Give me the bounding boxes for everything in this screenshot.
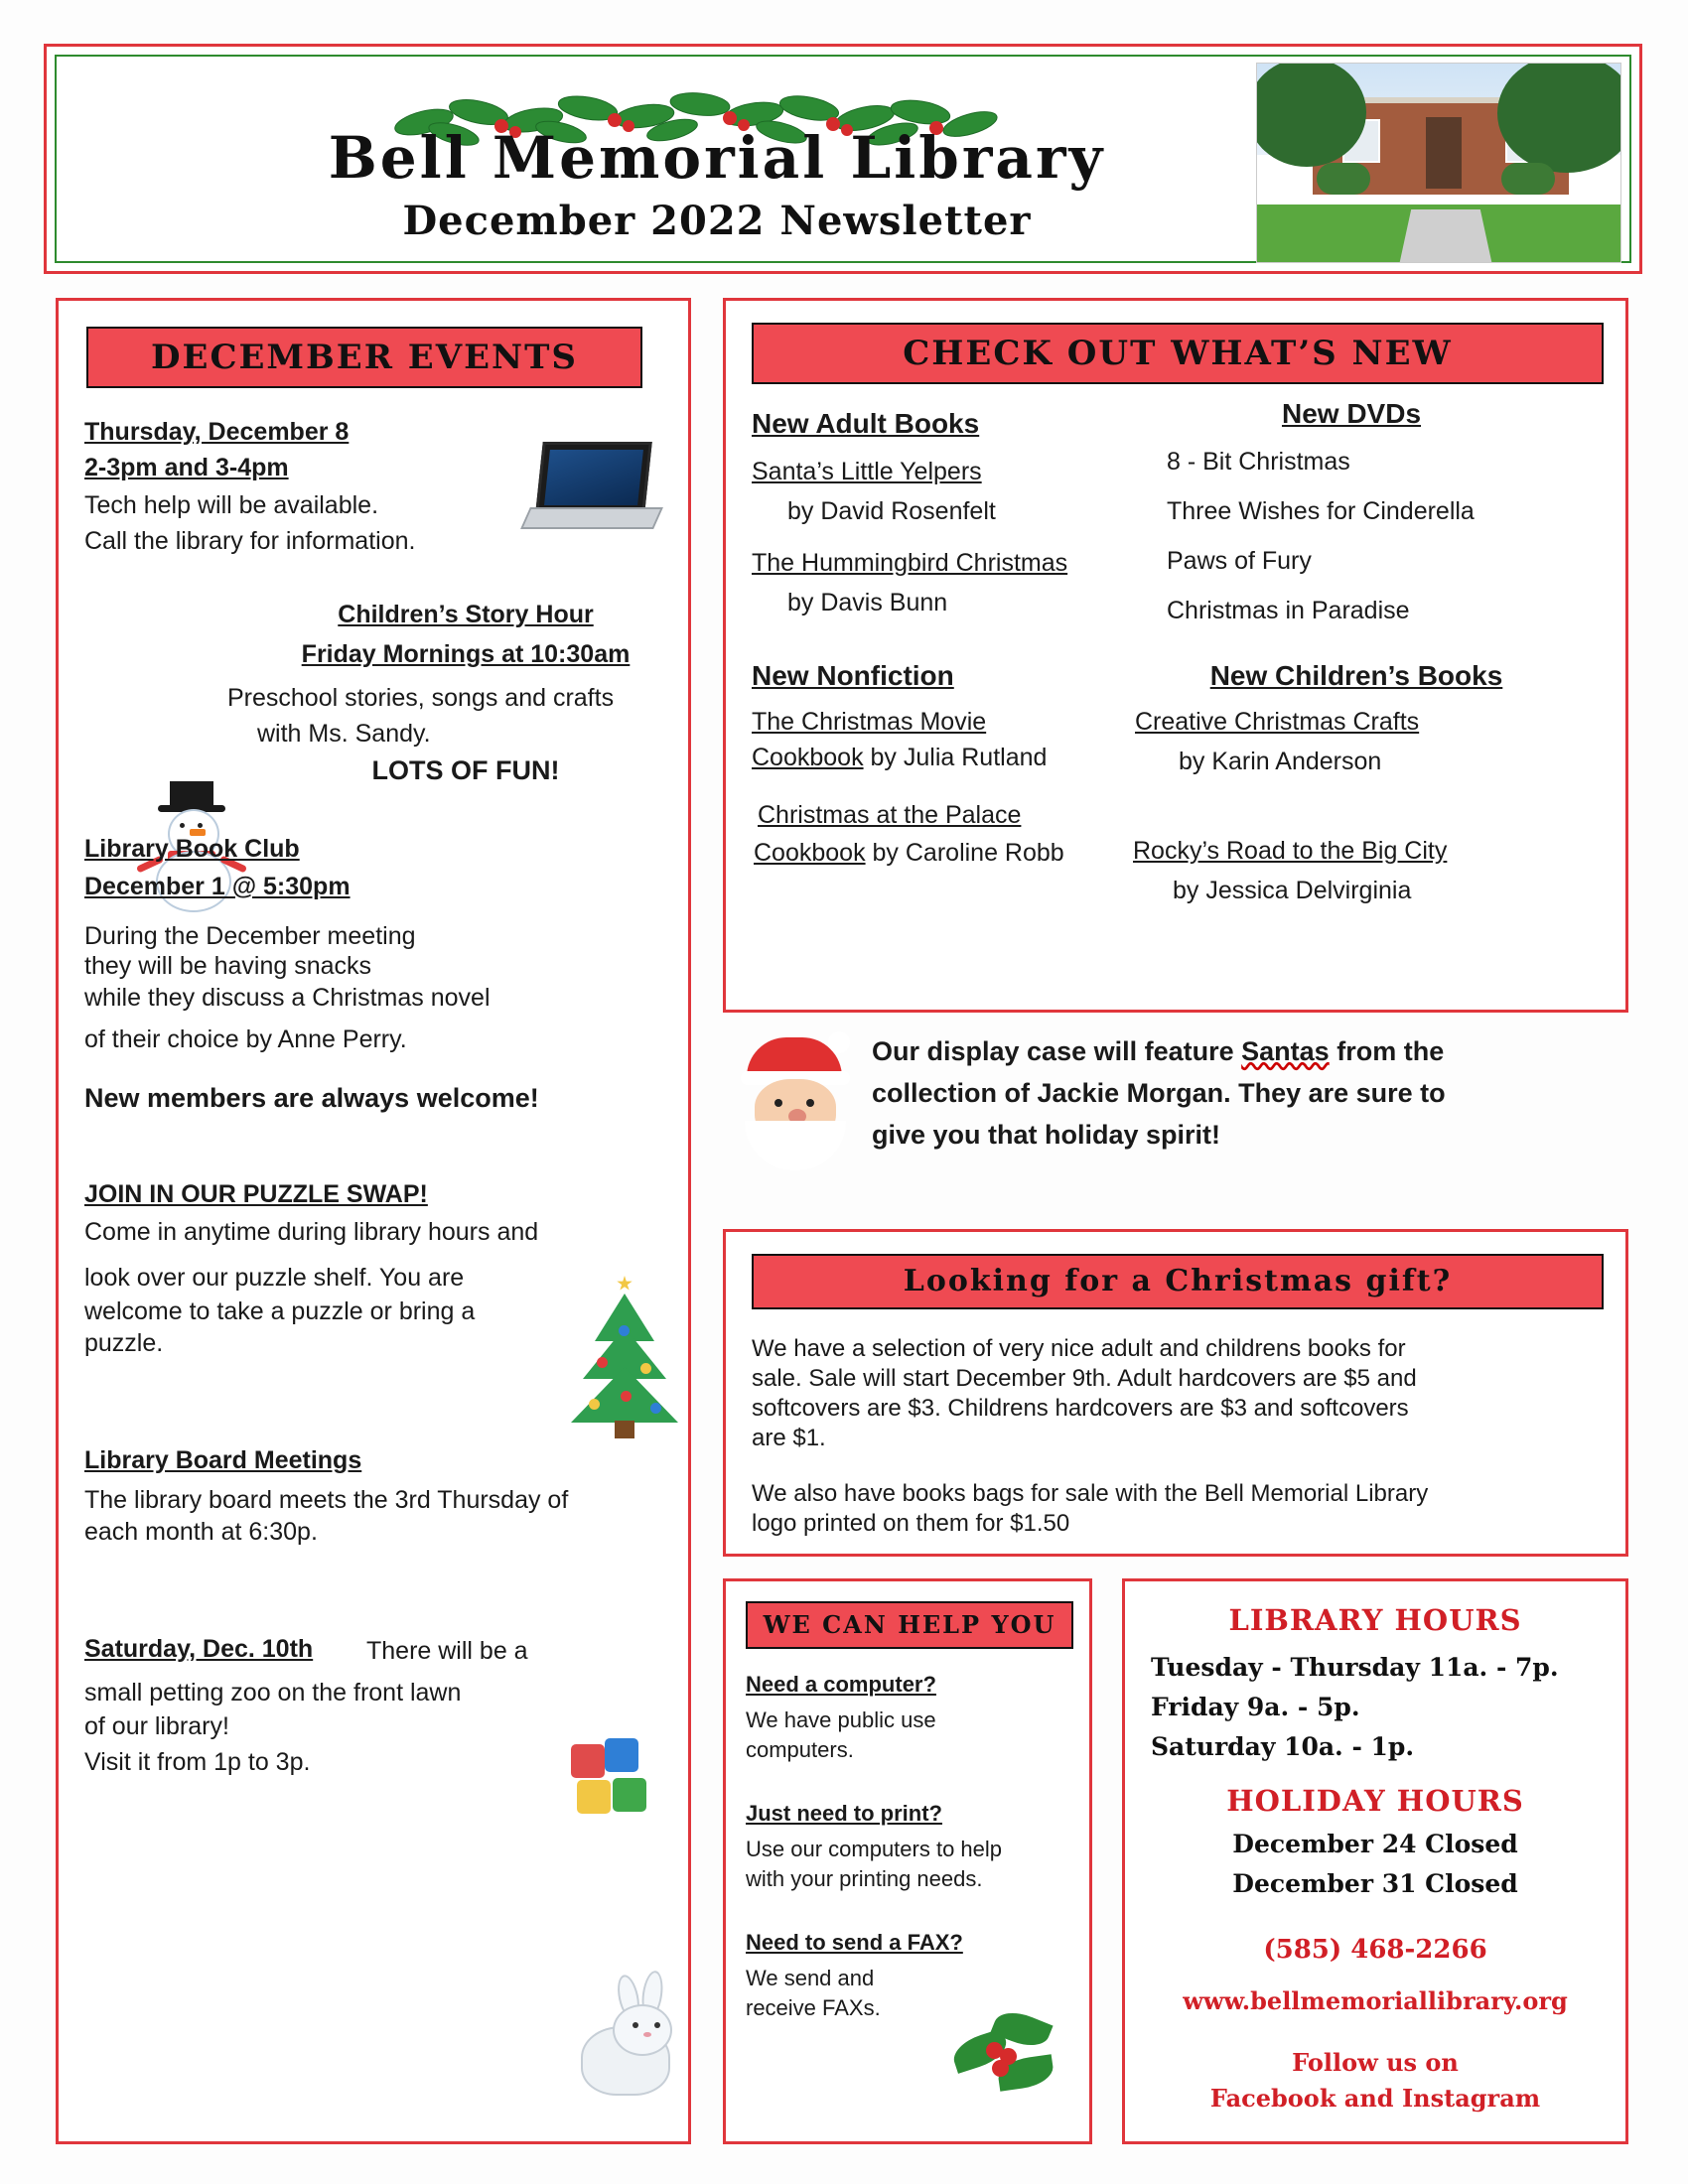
gift-p2-line2: logo printed on them for $1.50 <box>752 1510 1070 1537</box>
dvd-3: Paws of Fury <box>1167 547 1312 575</box>
book-club-body3: while they discuss a Christmas novel <box>84 984 491 1012</box>
petting-zoo-body3: of our library! <box>84 1712 229 1740</box>
display-case-block <box>723 1027 1628 1196</box>
whats-new-panel <box>723 298 1628 1013</box>
puzzle-swap-title: JOIN IN OUR PUZZLE SWAP! <box>84 1180 428 1208</box>
puzzle-swap-body1: Come in anytime during library hours and <box>84 1218 539 1246</box>
book-club-body4: of their choice by Anne Perry. <box>84 1025 407 1053</box>
nonfiction-1-title-line2: Cookbook <box>752 744 864 771</box>
board-meetings-title: Library Board Meetings <box>84 1446 362 1474</box>
help-q3: Need to send a FAX? <box>746 1930 963 1955</box>
display-case-text <box>872 1031 1607 1157</box>
display-case-line1: Our display case will feature Santas from the <box>872 1036 1445 1066</box>
holly-sprig-icon <box>952 2002 1071 2112</box>
christmas-gift-heading: Looking for a Christmas gift? <box>752 1254 1604 1309</box>
help-a2-line2: with your printing needs. <box>746 1866 983 1891</box>
follow-us-line2: Facebook and Instagram <box>1209 2084 1541 2113</box>
gift-p1-line2: sale. Sale will start December 9th. Adult hardcovers are $5 and <box>752 1365 1417 1392</box>
gift-p1-line4: are $1. <box>752 1425 826 1451</box>
adult-book-2-title: The Hummingbird Christmas <box>752 549 1068 577</box>
puzzle-swap-body3: welcome to take a puzzle or bring a <box>84 1297 476 1325</box>
petting-zoo-body1: There will be a <box>366 1637 528 1665</box>
tech-help-body2: Call the library for information. <box>84 527 416 555</box>
christmas-tree-icon <box>565 1274 684 1442</box>
book-club-title: Library Book Club <box>84 835 300 863</box>
display-case-line3: give you that holiday spirit! <box>872 1119 1221 1150</box>
help-q1: Need a computer? <box>746 1672 936 1697</box>
page-title: Bell Memorial Library <box>328 124 1106 192</box>
we-can-help-you-heading: WE CAN HELP YOU <box>746 1601 1073 1649</box>
story-hour-body1: Preschool stories, songs and crafts <box>227 684 615 712</box>
book-club-date: December 1 @ 5:30pm <box>84 873 351 900</box>
bunny-icon <box>567 1979 686 2108</box>
puzzle-swap-body4: puzzle. <box>84 1329 164 1357</box>
puzzle-pieces-icon <box>571 1738 664 1824</box>
petting-zoo-body4: Visit it from 1p to 3p. <box>84 1748 311 1776</box>
holiday-line-1: December 24 Closed <box>1232 1830 1518 1858</box>
adult-book-1-title: Santa’s Little Yelpers <box>752 458 982 485</box>
hours-line-1: Tuesday - Thursday 11a. - 7p. <box>1151 1653 1559 1682</box>
help-a3-line2: receive FAXs. <box>746 1995 881 2020</box>
laptop-icon <box>525 442 654 541</box>
new-adult-books-heading: New Adult Books <box>752 408 980 439</box>
childrens-book-2-author: by Jessica Delvirginia <box>1173 877 1412 904</box>
holiday-line-2: December 31 Closed <box>1232 1869 1518 1898</box>
nonfiction-1-title-line1: The Christmas Movie <box>752 708 987 736</box>
tech-help-body1: Tech help will be available. <box>84 491 379 519</box>
petting-zoo-body2: small petting zoo on the front lawn <box>84 1679 462 1706</box>
book-club-welcome: New members are always welcome! <box>84 1083 539 1113</box>
puzzle-swap-body2: look over our puzzle shelf. You are <box>84 1264 465 1292</box>
holiday-hours-heading: HOLIDAY HOURS <box>1226 1784 1524 1818</box>
help-q2: Just need to print? <box>746 1801 942 1826</box>
header-box <box>44 44 1642 274</box>
dvd-4: Christmas in Paradise <box>1167 597 1410 624</box>
story-hour-time: Friday Mornings at 10:30am <box>301 640 631 668</box>
story-hour-body3: LOTS OF FUN! <box>371 755 560 785</box>
nonfiction-2-author: by Caroline Robb <box>872 839 1064 867</box>
display-case-santas-word: Santas <box>1241 1036 1330 1066</box>
dvd-2: Three Wishes for Cinderella <box>1167 497 1475 525</box>
help-a3-line1: We send and <box>746 1966 875 1990</box>
childrens-book-2-title: Rocky’s Road to the Big City <box>1133 837 1448 865</box>
gift-p1-line3: softcovers are $3. Childrens hardcovers are $3 and softcovers <box>752 1395 1409 1422</box>
phone-number[interactable]: (585) 468-2266 <box>1263 1935 1487 1965</box>
book-club-body1: During the December meeting <box>84 922 416 950</box>
library-building-photo <box>1256 63 1621 263</box>
adult-book-1-author: by David Rosenfelt <box>787 497 996 525</box>
december-events-panel <box>56 298 691 2144</box>
story-hour-body2: with Ms. Sandy. <box>257 720 431 748</box>
library-hours-panel <box>1122 1578 1628 2144</box>
hours-line-3: Saturday 10a. - 1p. <box>1151 1732 1415 1761</box>
new-childrens-books-heading: New Children’s Books <box>1209 660 1503 691</box>
december-events-heading: DECEMBER EVENTS <box>86 327 642 388</box>
help-a1-line2: computers. <box>746 1737 854 1762</box>
board-meetings-body2: each month at 6:30p. <box>84 1518 318 1546</box>
gift-p1-line1: We have a selection of very nice adult and childrens books for <box>752 1335 1406 1362</box>
help-a2-line1: Use our computers to help <box>746 1837 1003 1861</box>
page-subtitle: December 2022 Newsletter <box>402 198 1032 244</box>
help-a1-line1: We have public use <box>746 1707 936 1732</box>
hours-line-2: Friday 9a. - 5p. <box>1151 1693 1360 1721</box>
board-meetings-body1: The library board meets the 3rd Thursday of <box>84 1486 569 1514</box>
dvd-1: 8 - Bit Christmas <box>1167 448 1350 476</box>
tech-help-date: Thursday, December 8 <box>84 418 350 446</box>
whats-new-heading: CHECK OUT WHAT’S NEW <box>752 323 1604 384</box>
nonfiction-2-title-line1: Christmas at the Palace <box>758 801 1022 829</box>
we-can-help-you-panel <box>723 1578 1092 2144</box>
childrens-book-1-title: Creative Christmas Crafts <box>1135 708 1420 736</box>
library-hours-heading: LIBRARY HOURS <box>1228 1603 1522 1637</box>
christmas-gift-panel <box>723 1229 1628 1557</box>
website-link[interactable]: www.bellmemoriallibrary.org <box>1183 1986 1568 2015</box>
book-club-body2: they will be having snacks <box>84 952 372 980</box>
petting-zoo-date: Saturday, Dec. 10th <box>84 1635 314 1663</box>
display-case-line2: collection of Jackie Morgan. They are sure to <box>872 1077 1446 1108</box>
follow-us-line1: Follow us on <box>1292 2048 1459 2077</box>
santa-face-icon <box>731 1035 862 1174</box>
adult-book-2-author: by Davis Bunn <box>787 589 948 616</box>
gift-p2-line1: We also have books bags for sale with the Bell Memorial Library <box>752 1480 1429 1507</box>
tech-help-times: 2-3pm and 3-4pm <box>84 454 289 481</box>
childrens-book-1-author: by Karin Anderson <box>1179 748 1382 775</box>
nonfiction-2-title-line2: Cookbook <box>754 839 866 867</box>
story-hour-title: Children’s Story Hour <box>338 601 594 628</box>
new-dvds-heading: New DVDs <box>1281 398 1422 429</box>
new-nonfiction-heading: New Nonfiction <box>752 660 954 691</box>
nonfiction-1-author: by Julia Rutland <box>870 744 1048 771</box>
